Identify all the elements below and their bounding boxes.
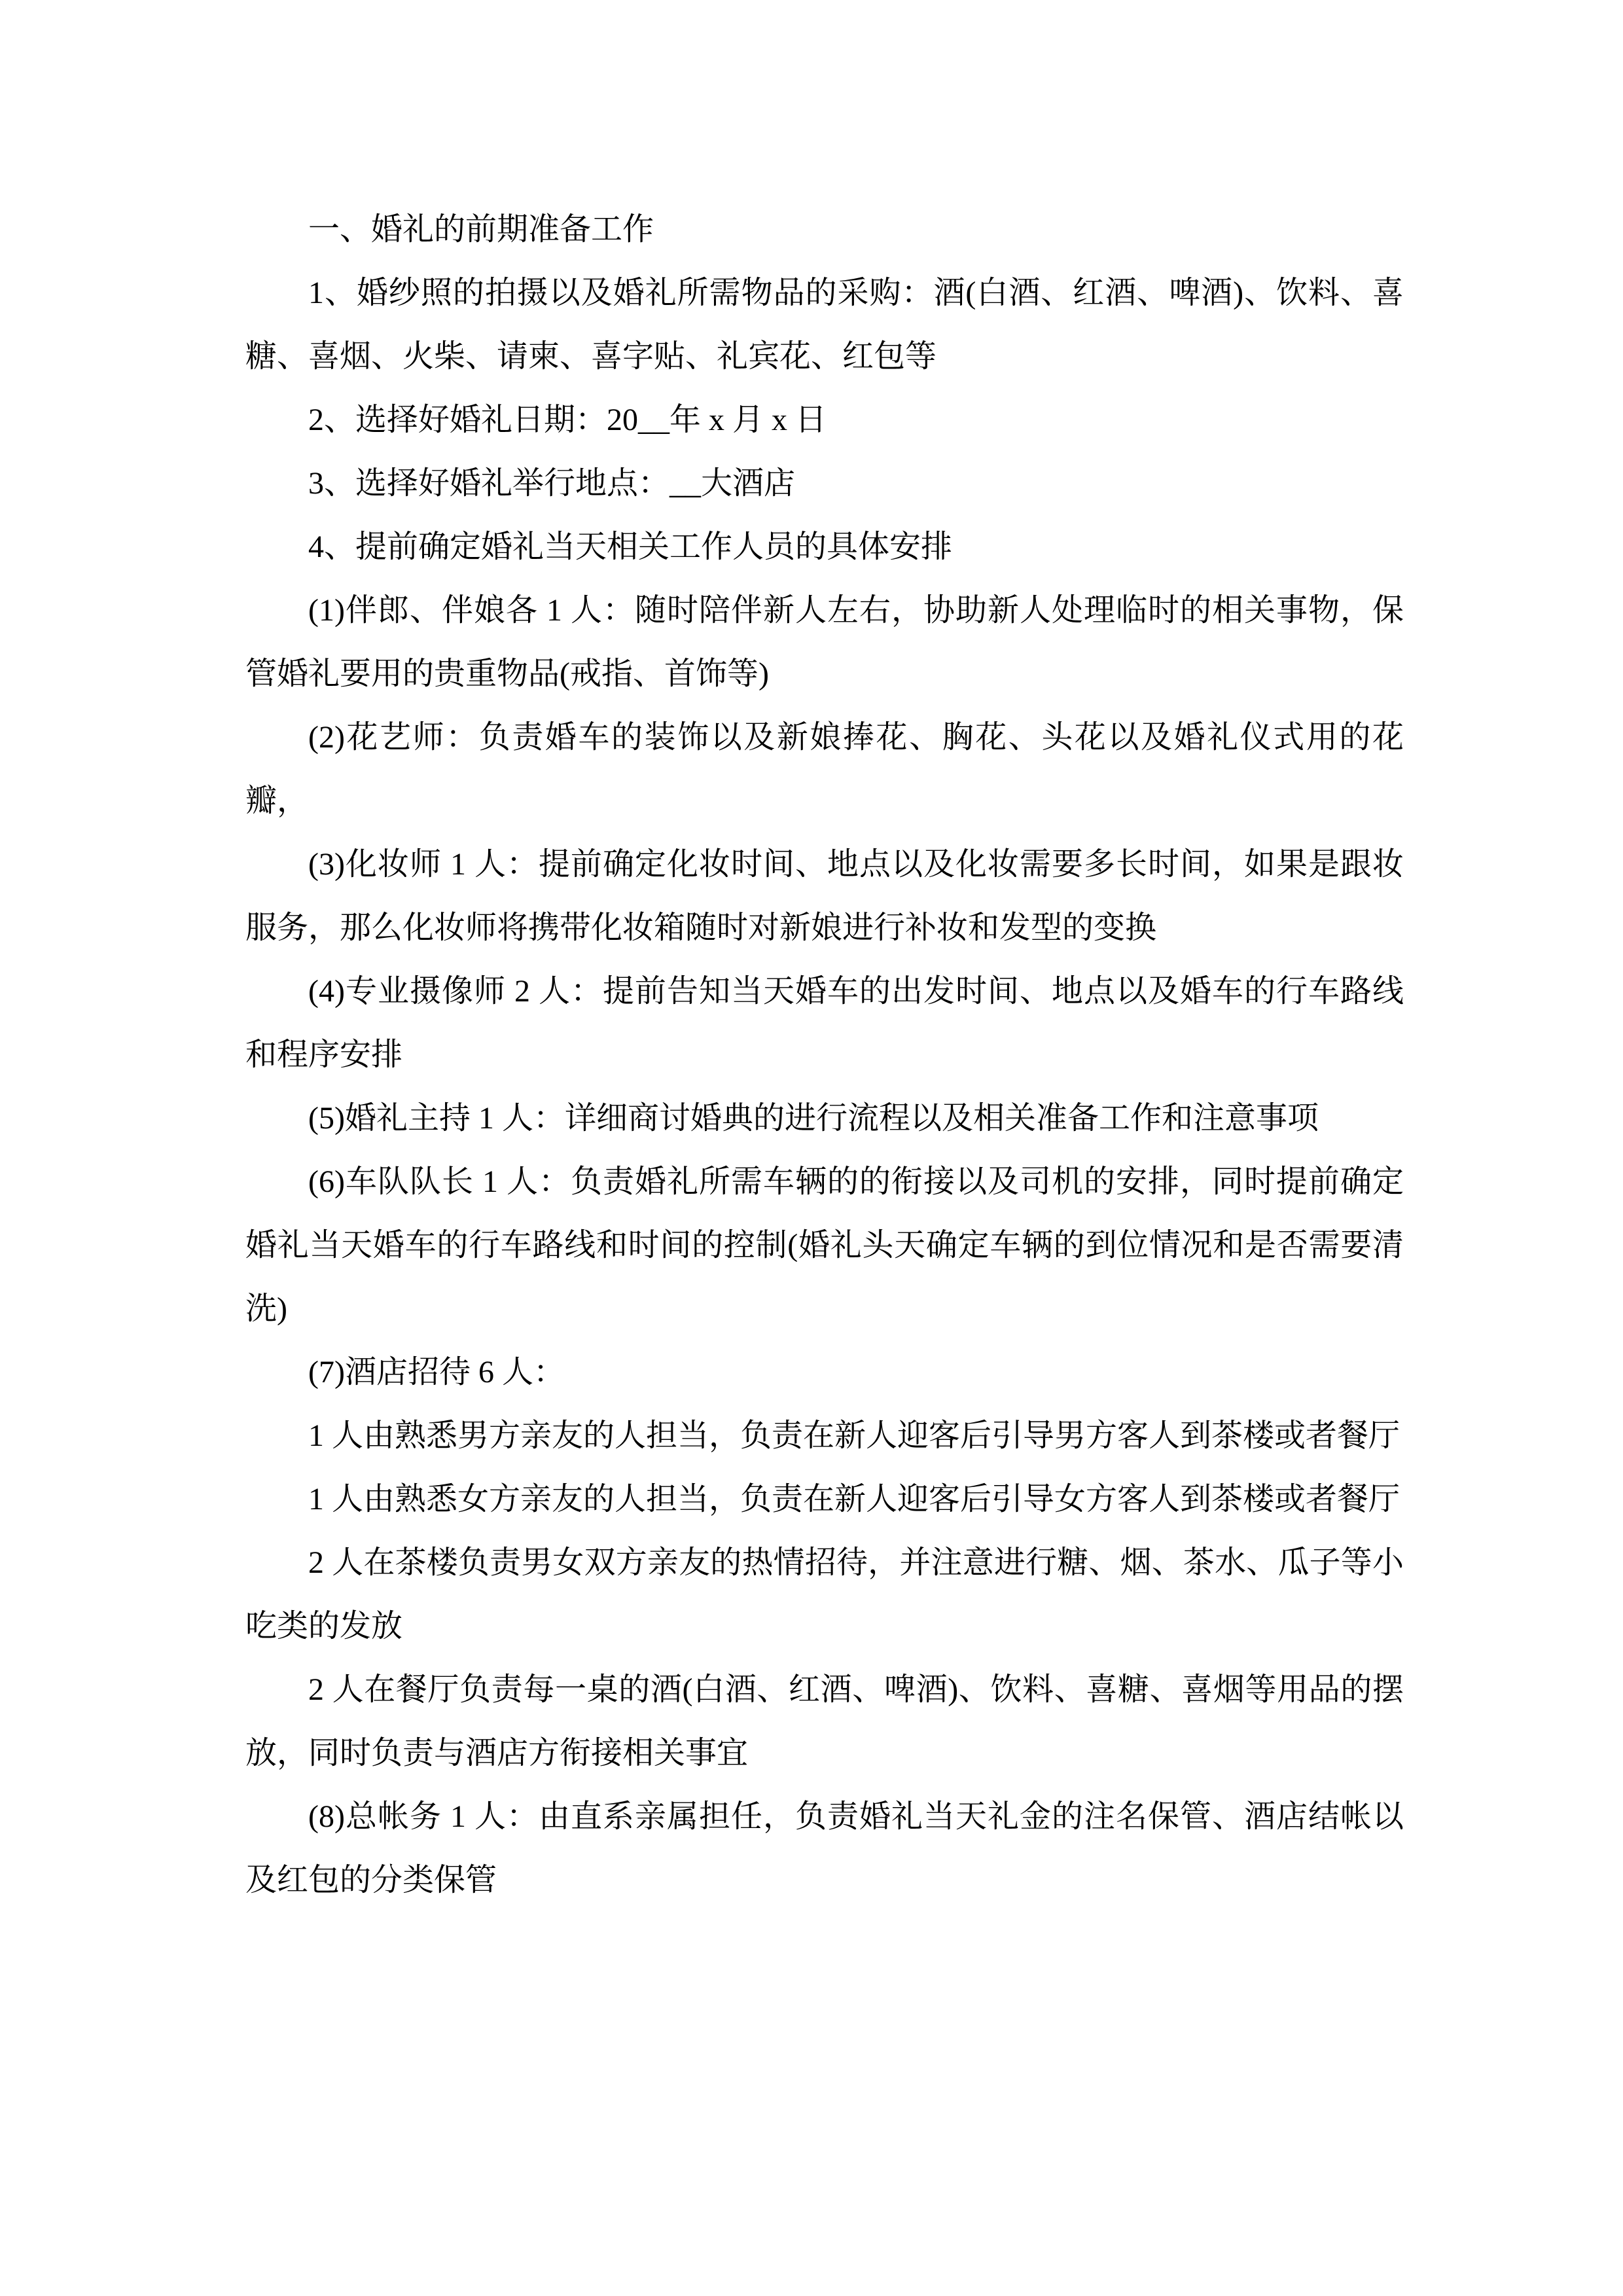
paragraph: (5)婚礼主持 1 人：详细商讨婚典的进行流程以及相关准备工作和注意事项: [308, 1101, 1319, 1136]
section-heading: 一、婚礼的前期准备工作: [308, 212, 654, 247]
paragraph: 3、选择好婚礼举行地点：__大酒店: [308, 466, 796, 501]
paragraph: (2)花艺师：负责婚车的装饰以及新娘捧花、胸花、头花以及婚礼仪式用的花瓣，: [245, 720, 1404, 818]
document-body: [245, 198, 1404, 1912]
paragraph: 2、选择好婚礼日期：20__年 x 月 x 日: [308, 403, 827, 437]
paragraph: 4、提前确定婚礼当天相关工作人员的具体安排: [308, 529, 953, 564]
paragraph-list: [245, 261, 1404, 1912]
paragraph: 1、婚纱照的拍摄以及婚礼所需物品的采购：酒(白酒、红酒、啤酒)、饮料、喜糖、喜烟、火柴、请柬、喜字贴、礼宾花、红包等: [245, 276, 1404, 374]
paragraph: (7)酒店招待 6 人：: [308, 1355, 565, 1390]
paragraph: (8)总帐务 1 人：由直系亲属担任，负责婚礼当天礼金的注名保管、酒店结帐以及红包的分类保管: [245, 1799, 1404, 1897]
paragraph: (3)化妆师 1 人：提前确定化妆时间、地点以及化妆需要多长时间，如果是跟妆服务，那么化妆师将携带化妆箱随时对新娘进行补妆和发型的变换: [245, 847, 1404, 945]
paragraph: (4)专业摄像师 2 人：提前告知当天婚车的出发时间、地点以及婚车的行车路线和程序安排: [245, 974, 1404, 1072]
paragraph: 2 人在餐厅负责每一桌的酒(白酒、红酒、啤酒)、饮料、喜糖、喜烟等用品的摆放，同时负责与酒店方衔接相关事宜: [245, 1672, 1404, 1770]
paragraph: (6)车队队长 1 人：负责婚礼所需车辆的的衔接以及司机的安排，同时提前确定婚礼当天婚车的行车路线和时间的控制(婚礼头天确定车辆的到位情况和是否需要清洗): [245, 1164, 1404, 1326]
paragraph: 1 人由熟悉女方亲友的人担当，负责在新人迎客后引导女方客人到茶楼或者餐厅: [308, 1482, 1400, 1516]
paragraph: 1 人由熟悉男方亲友的人担当，负责在新人迎客后引导男方客人到茶楼或者餐厅: [308, 1418, 1400, 1453]
paragraph: 2 人在茶楼负责男女双方亲友的热情招待，并注意进行糖、烟、茶水、瓜子等小吃类的发放: [245, 1545, 1404, 1643]
paragraph: (1)伴郎、伴娘各 1 人：随时陪伴新人左右，协助新人处理临时的相关事物，保管婚礼要用的贵重物品(戒指、首饰等): [245, 593, 1404, 691]
